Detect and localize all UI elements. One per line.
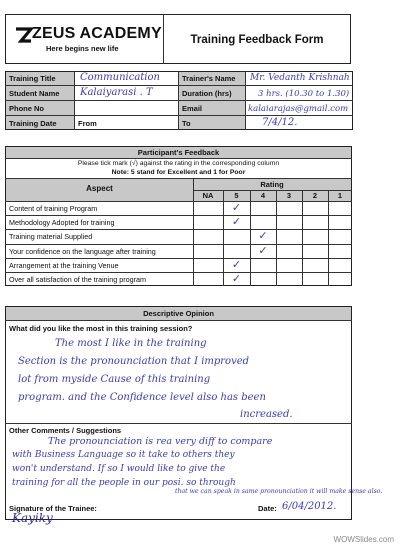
comment-line: training for all the people in our posi. so through (12, 478, 236, 488)
rating-column-header: NA (202, 191, 214, 200)
aspect-header: Aspect (86, 184, 113, 193)
rating-tick-icon: ✓ (258, 229, 268, 243)
to-label: To (182, 119, 191, 128)
signature-label: Signature of the Trainee: (9, 504, 97, 513)
training-title-value: Communication (80, 72, 160, 83)
opinion-question: What did you like the most in this training session? (9, 324, 193, 333)
aspect-label: Training material Supplied (9, 232, 93, 242)
zeus-logo (14, 24, 162, 54)
aspect-label: Over all satisfaction of the training program (9, 275, 147, 284)
answer-line: The most I like in the training (55, 338, 207, 349)
rating-column-header: 2 (312, 191, 318, 200)
rating-tick-icon: ✓ (258, 243, 268, 257)
answer-line: lot from myside Cause of this training (18, 374, 211, 385)
aspect-label: Your confidence on the language after training (9, 246, 156, 256)
answer-line: increased. (240, 409, 293, 420)
rating-tick-icon: ✓ (231, 257, 242, 271)
aspect-label: Methodology Adopted for training (9, 218, 115, 228)
rating-column-header: 3 (286, 191, 292, 200)
rating-tick-icon: ✓ (231, 215, 242, 229)
comment-line: won't understand. If so I would like to give the (12, 464, 226, 474)
student-name-label: Student Name (9, 89, 60, 98)
student-name-value: Kalaiyarasi . T (80, 87, 153, 98)
logo-tagline: Here begins new life (46, 44, 119, 53)
trainer-name-label: Trainer's Name (182, 74, 236, 83)
training-title-label: Training Title (9, 74, 56, 83)
duration-label: Duration (hrs) (182, 89, 232, 98)
rating-tick-icon: ✓ (231, 272, 242, 285)
logo-text: ZEUS ACADEMY (32, 25, 162, 42)
date-value: 6/04/2012. (282, 501, 337, 512)
rating-column-header: 5 (234, 191, 239, 200)
form-title: Training Feedback Form (190, 34, 324, 46)
phone-label: Phone No (9, 104, 44, 113)
feedback-note: Note: 5 stand for Excellent and 1 for Poor (111, 169, 246, 176)
answer-line: Section is the pronounciation that I improved (18, 356, 250, 367)
date-label: Date: (258, 504, 277, 513)
comments-label: Other Comments / Suggestions (9, 426, 122, 435)
to-date-value: 7/4/12. (262, 117, 298, 128)
answer-line: program. and the Confidence level also has been (18, 392, 266, 403)
duration-value: 3 hrs. (10.30 to 1.30) (258, 89, 350, 99)
email-label: Email (182, 104, 203, 113)
rating-column-header: 1 (337, 191, 343, 200)
feedback-instruction: Please tick mark (√) against the rating in the corresponding column (77, 160, 280, 167)
comment-line: that we can speak in same pronounciation it will make sense also. (175, 488, 383, 495)
aspect-label: Arrangement at the training Venue (9, 260, 119, 270)
feedback-section-title: Participant's Feedback (6, 147, 351, 158)
watermark: WOWSlides.com (333, 535, 394, 544)
comment-line: with Business Language so it take to others they (12, 450, 235, 460)
comment-line: The pronounciation is rea very diff to compare (48, 436, 273, 447)
from-label: From (78, 119, 97, 128)
signature-value: Kayiky (12, 511, 53, 525)
rating-header: Rating (260, 180, 284, 189)
opinion-section-title: Descriptive Opinion (6, 307, 351, 320)
training-date-label: Training Date (9, 119, 57, 128)
trainer-name-value: Mr. Vedanth Krishnah (250, 73, 350, 83)
email-value: kalaiarajas@gmail.com (248, 104, 349, 114)
aspect-label: Content of training Program (9, 204, 98, 213)
lightning-logo-icon (14, 27, 34, 45)
rating-column-header: 4 (260, 191, 266, 200)
rating-tick-icon: ✓ (231, 201, 242, 214)
